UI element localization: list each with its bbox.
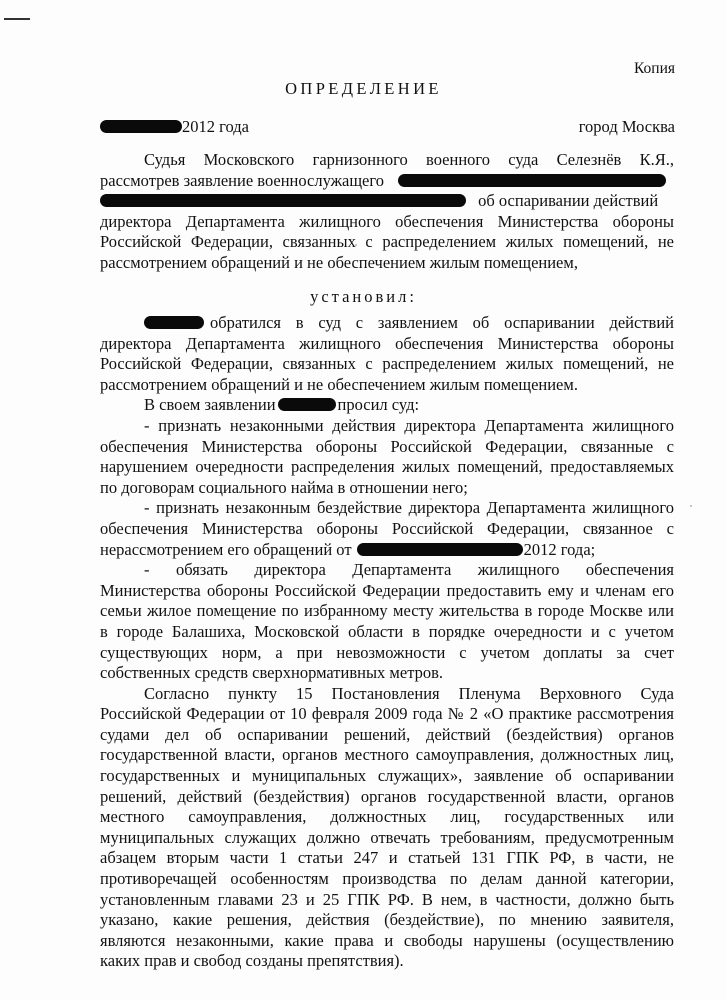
text-line: государственной власти, органов местного самоуправления, должностных лиц, bbox=[100, 745, 674, 765]
text-line: директора Департамента жилищного обеспечения Министерства обороны bbox=[100, 333, 674, 353]
text-line: рассмотрением обращений и не обеспечением жилым помещением, bbox=[100, 252, 578, 272]
text-line bbox=[100, 313, 674, 334]
text-line: нарушением очередности распределения жилых помещений, предоставляемых bbox=[100, 457, 674, 477]
text-fragment: обратился в суд с заявлением об оспаривании действий bbox=[210, 313, 674, 332]
redaction-applicant-details bbox=[100, 194, 466, 207]
text-line: Министерства обороны Российской Федерации предоставить ему и членам его bbox=[100, 580, 674, 600]
text-line: государственных и муниципальных служащих», заявление об оспаривании bbox=[100, 766, 674, 786]
text-fragment: В своем заявлении bbox=[144, 395, 276, 415]
text-line: Российской Федерации, связанных с распределением жилых помещений, не bbox=[100, 232, 674, 252]
text-line: семьи жилое помещение по избранному месту жительства в городе Москве или bbox=[100, 601, 674, 621]
redaction-dates bbox=[357, 543, 523, 556]
copy-mark: Копия bbox=[633, 60, 675, 77]
redaction-applicant bbox=[144, 316, 204, 329]
text-line: судами дел об оспаривании решений, действий (бездействия) органов bbox=[100, 724, 674, 744]
text-fragment: просил суд: bbox=[337, 395, 420, 415]
text-line: Российской Федерации от 10 февраля 2009 года № 2 «О практике рассмотрения bbox=[100, 704, 674, 724]
text-line: обеспечения Министерства обороны Российской Федерации, связанные с bbox=[100, 436, 674, 456]
text-line bbox=[100, 191, 674, 212]
text-line: Судья Московского гарнизонного военного суда Селезнёв К.Я., bbox=[144, 150, 674, 169]
redaction-applicant-name bbox=[398, 174, 666, 187]
text-fragment: 2012 года; bbox=[523, 539, 596, 559]
text-line: директора Департамента жилищного обеспечения Министерства обороны bbox=[100, 211, 674, 231]
text-fragment: рассмотрев заявление военнослужащего bbox=[100, 170, 384, 190]
text-line: рассмотрением обращений и не обеспечением жилым помещением. bbox=[100, 374, 578, 394]
text-line: противоречащей особенностям производства по делам данной категории, bbox=[100, 869, 674, 889]
text-line: Согласно пункту 15 Постановления Пленума Верховного Суда bbox=[144, 683, 674, 703]
redaction-date bbox=[100, 120, 182, 133]
text-line: являются незаконными, какие права и свободы нарушены (осуществлению bbox=[100, 930, 674, 950]
text-line: указано, какие решения, действия (бездействие), по мнению заявителя, bbox=[100, 910, 674, 930]
text-line: местного самоуправления, должностных лиц, государственных или bbox=[100, 807, 674, 827]
scan-speck bbox=[690, 505, 692, 507]
text-line: муниципальных служащих должно отвечать требованиям, предусмотренным bbox=[100, 827, 674, 847]
text-fragment: об оспаривании действий bbox=[478, 191, 659, 211]
main-body bbox=[100, 313, 674, 972]
text-line: - обязать директора Департамента жилищного обеспечения bbox=[144, 560, 674, 580]
date-suffix: 2012 года bbox=[182, 117, 249, 136]
text-line bbox=[100, 540, 674, 561]
text-fragment: нерассмотрением его обращений от bbox=[100, 539, 352, 559]
text-line: собственных средств сверхнормативных метров. bbox=[100, 663, 444, 683]
text-line: абзацем вторым части 1 статьи 247 и статьей 131 ГПК РФ, в части, не bbox=[100, 848, 674, 868]
text-line: обеспечения Министерства обороны Российской Федерации, связанное с bbox=[100, 518, 674, 538]
text-line bbox=[100, 395, 674, 416]
text-line bbox=[100, 171, 674, 192]
text-line: - признать незаконными действия директора Департамента жилищного bbox=[144, 415, 674, 435]
text-line: решений, действий (бездействия) органов государственной власти, органов bbox=[100, 786, 674, 806]
date-line bbox=[100, 117, 249, 137]
redaction-applicant bbox=[278, 398, 336, 411]
text-line: существующих норм, а при невозможности с учетом доплаты за счет bbox=[100, 642, 674, 662]
text-line: установленным главами 23 и 25 ГПК РФ. В нем, в частности, должно быть bbox=[100, 889, 674, 909]
text-line: в городе Балашиха, Московской области в порядке очередности и с учетом bbox=[100, 621, 674, 641]
intro-paragraph bbox=[100, 150, 674, 274]
text-line: Российской Федерации, связанных с распределением жилых помещений, не bbox=[100, 354, 674, 374]
city-name: город Москва bbox=[578, 117, 675, 136]
scan-edge-mark bbox=[4, 18, 30, 20]
text-line: по договорам социального найма в отношении него; bbox=[100, 477, 468, 497]
document-title: ОПРЕДЕЛЕНИЕ bbox=[285, 79, 442, 98]
text-line: каких прав и свобод созданы препятствия). bbox=[100, 951, 404, 971]
text-line: - признать незаконным бездействие директора Департамента жилищного bbox=[144, 498, 674, 518]
section-title: установил: bbox=[310, 287, 417, 306]
